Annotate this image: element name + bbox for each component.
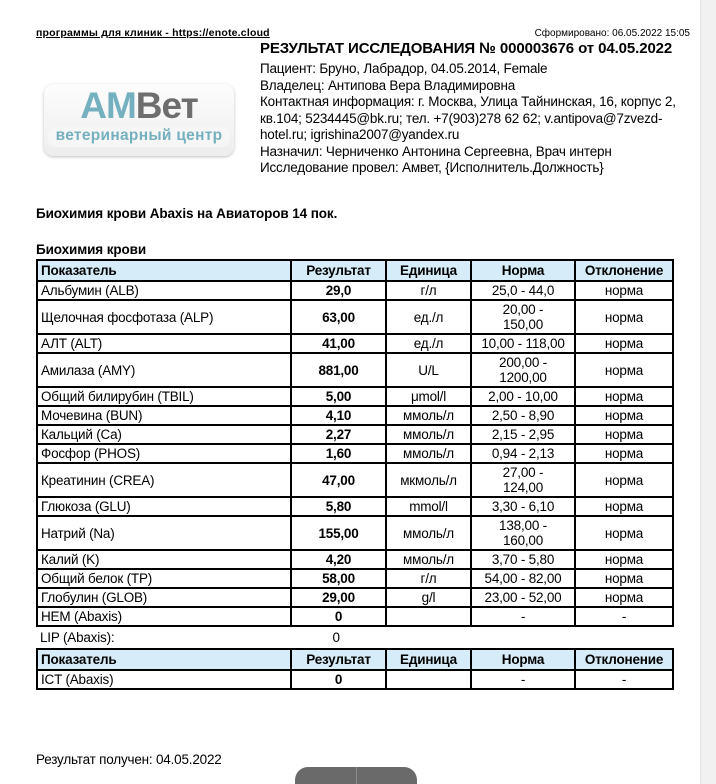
cell-deviation: норма (575, 463, 673, 497)
cell-unit: mmol/l (386, 497, 471, 516)
cell-unit (386, 607, 471, 626)
cell-deviation: норма (575, 281, 673, 300)
cell-name: Глобулин (GLOB) (37, 588, 291, 607)
table-header-row (37, 260, 673, 281)
cell-name: Щелочная фосфотаза (ALP) (37, 300, 291, 334)
cell-unit: ммоль/л (386, 444, 471, 463)
cell-name: Общий белок (TP) (37, 569, 291, 588)
cell-deviation: - (575, 607, 673, 626)
cell-norm: 10,00 - 118,00 (471, 334, 575, 353)
cell-unit: U/L (386, 353, 471, 387)
table-row (37, 281, 673, 300)
cell-name: Кальций (Ca) (37, 425, 291, 444)
cell-deviation: норма (575, 353, 673, 387)
cell-deviation: норма (575, 550, 673, 569)
cell-norm: 27,00 - 124,00 (471, 463, 575, 497)
cell-norm: 0,94 - 2,13 (471, 444, 575, 463)
cell-result: 5,80 (291, 497, 386, 516)
biochem-table-title: Биохимия крови (36, 242, 147, 257)
column-header-0: Показатель (37, 649, 291, 670)
owner-line: Владелец: Антипова Вера Владимировна (260, 77, 516, 93)
column-header-1: Результат (291, 649, 386, 670)
cell-unit: г/л (386, 281, 471, 300)
cell-unit: ммоль/л (386, 425, 471, 444)
cell-norm: - (471, 670, 575, 689)
cell-deviation: норма (575, 387, 673, 406)
report-header (260, 40, 702, 177)
cell-deviation: норма (575, 425, 673, 444)
enote-cloud-link[interactable]: программы для клиник - https://enote.cloud (36, 27, 270, 39)
cell-deviation: норма (575, 406, 673, 425)
column-header-1: Результат (291, 260, 386, 281)
cell-deviation: норма (575, 300, 673, 334)
cell-deviation: - (575, 670, 673, 689)
cell-unit: g/l (386, 588, 471, 607)
table-row (37, 300, 673, 334)
table-row (37, 425, 673, 444)
table-row (37, 463, 673, 497)
cell-result: 5,00 (291, 387, 386, 406)
cell-result: 29,0 (291, 281, 386, 300)
table-header-row (37, 649, 673, 670)
patient-line: Пациент: Бруно, Лабрадор, 04.05.2014, Female (260, 61, 548, 76)
section-heading: Биохимия крови Abaxis на Авиаторов 14 пок. (36, 206, 338, 221)
cell-norm: 2,15 - 2,95 (471, 425, 575, 444)
viewer-toolbar (295, 767, 417, 784)
cell-norm: 3,70 - 5,80 (471, 550, 575, 569)
cell-deviation: норма (575, 497, 673, 516)
cell-result: 29,00 (291, 588, 386, 607)
cell-result: 41,00 (291, 334, 386, 353)
logo-text-secondary: Вет (135, 85, 198, 126)
prescriber-line: Назначил: Черниченко Антонина Сергеевна, Врач интерн (260, 143, 612, 159)
cell-unit: ед./л (386, 334, 471, 353)
cell-name: Глюкоза (GLU) (37, 497, 291, 516)
cell-result: 58,00 (291, 569, 386, 588)
report-title: РЕЗУЛЬТАТ ИССЛЕДОВАНИЯ № 000003676 от 04.05.2022 (260, 40, 673, 57)
cell-result: 0 (291, 670, 386, 689)
cell-name: Мочевина (BUN) (37, 406, 291, 425)
cell-unit: ммоль/л (386, 516, 471, 550)
cell-name: Альбумин (ALB) (37, 281, 291, 300)
column-header-4: Отклонение (575, 260, 673, 281)
cell-result: 881,00 (291, 353, 386, 387)
logo-text-primary: АМ (80, 85, 136, 126)
cell-unit: г/л (386, 569, 471, 588)
cell-name: Амилаза (AMY) (37, 353, 291, 387)
cell-norm: 23,00 - 52,00 (471, 588, 575, 607)
contact-line: Контактная информация: г. Москва, Улица Тайнинская, 16, корпус 2, кв.104; 5234445@bk.ru; тел. +7(903)278 62 62; v.antipova@7zvezd-hotel.ru; igrishina2007@yandex.ru (260, 94, 676, 142)
generated-timestamp: Сформировано: 06.05.2022 15:05 (534, 28, 690, 39)
result-received-line: Результат получен: 04.05.2022 (36, 752, 222, 767)
document-body (36, 206, 676, 690)
cell-norm: 2,00 - 10,00 (471, 387, 575, 406)
clinic-logo-title (44, 86, 234, 126)
cell-norm: 25,0 - 44,0 (471, 281, 575, 300)
column-header-2: Единица (386, 260, 471, 281)
table-row (37, 387, 673, 406)
table-row (37, 444, 673, 463)
cell-result: 0 (291, 607, 386, 626)
cell-name: Калий (K) (37, 550, 291, 569)
cell-name: Фосфор (PHOS) (37, 444, 291, 463)
cell-result: 4,20 (291, 550, 386, 569)
cell-deviation: норма (575, 444, 673, 463)
cell-unit (386, 670, 471, 689)
column-header-0: Показатель (37, 260, 291, 281)
cell-norm: 54,00 - 82,00 (471, 569, 575, 588)
column-header-3: Норма (471, 260, 575, 281)
cell-name: Натрий (Na) (37, 516, 291, 550)
cell-result: 155,00 (291, 516, 386, 550)
cell-result: 63,00 (291, 300, 386, 334)
biochem-results-table (36, 259, 674, 627)
cell-name: ICT (Abaxis) (37, 670, 291, 689)
lip-label: LIP (Abaxis): (40, 630, 115, 645)
clinic-logo (44, 84, 234, 156)
cell-unit: μmol/l (386, 387, 471, 406)
cell-unit: мкмоль/л (386, 463, 471, 497)
cell-deviation: норма (575, 334, 673, 353)
performer-line: Исследование провел: Амвет, {Исполнитель.Должность} (260, 160, 604, 175)
table-row (37, 550, 673, 569)
clinic-logo-subtitle: ветеринарный центр (48, 127, 231, 147)
cell-result: 1,60 (291, 444, 386, 463)
table-row (37, 406, 673, 425)
column-header-4: Отклонение (575, 649, 673, 670)
cell-norm: 138,00 - 160,00 (471, 516, 575, 550)
cell-deviation: норма (575, 569, 673, 588)
cell-unit: ммоль/л (386, 550, 471, 569)
cell-name: HEM (Abaxis) (37, 607, 291, 626)
viewer-toolbar-left-button[interactable] (295, 767, 357, 784)
table-row (37, 569, 673, 588)
cell-unit: ед./л (386, 300, 471, 334)
lip-value: 0 (332, 630, 340, 645)
cell-result: 2,27 (291, 425, 386, 444)
cell-norm: 20,00 - 150,00 (471, 300, 575, 334)
table-row (37, 334, 673, 353)
lip-abaxis-line (36, 627, 676, 648)
cell-norm: - (471, 607, 575, 626)
viewer-toolbar-right-button[interactable] (357, 767, 418, 784)
cell-result: 4,10 (291, 406, 386, 425)
table-row (37, 588, 673, 607)
table-row (37, 670, 673, 689)
viewer-scroll-gutter (700, 0, 716, 784)
table-row (37, 516, 673, 550)
cell-deviation: норма (575, 588, 673, 607)
table-row (37, 497, 673, 516)
cell-norm: 3,30 - 6,10 (471, 497, 575, 516)
table-row (37, 607, 673, 626)
cell-norm: 2,50 - 8,90 (471, 406, 575, 425)
cell-unit: ммоль/л (386, 406, 471, 425)
column-header-2: Единица (386, 649, 471, 670)
cell-name: Креатинин (CREA) (37, 463, 291, 497)
cell-norm: 200,00 - 1200,00 (471, 353, 575, 387)
ict-results-table (36, 648, 674, 690)
cell-deviation: норма (575, 516, 673, 550)
cell-name: АЛТ (ALT) (37, 334, 291, 353)
table-row (37, 353, 673, 387)
cell-name: Общий билирубин (TBIL) (37, 387, 291, 406)
column-header-3: Норма (471, 649, 575, 670)
cell-result: 47,00 (291, 463, 386, 497)
